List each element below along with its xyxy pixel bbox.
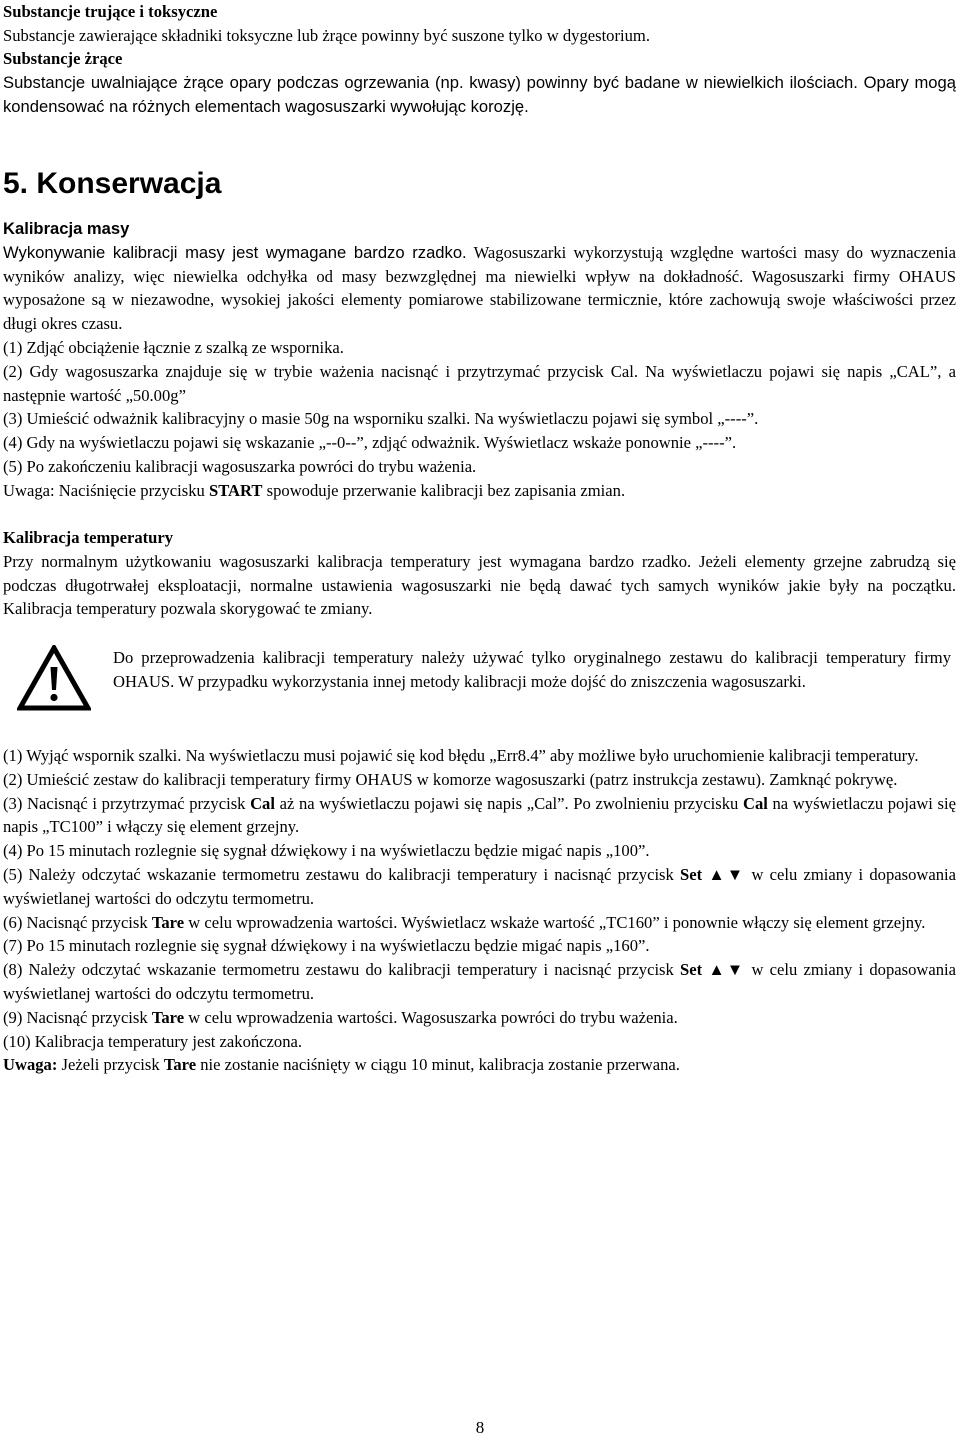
mass-step-5: (5) Po zakończeniu kalibracji wagosuszarka powróci do trybu ważenia.	[3, 456, 477, 476]
temp-step-3: (3) Nacisnąć i przytrzymać przycisk Cal aż na wyświetlaczu pojawi się napis „Cal”. Po zwolnieniu przycisku Cal na wyświetlaczu pojawi się napis „TC100” i włączy się element grzejny.	[3, 793, 956, 837]
note-label: Uwaga:	[3, 1055, 58, 1075]
mass-intro-a: Wykonywanie kalibracji masy jest wymagane bardzo rzadko.	[3, 242, 467, 262]
cal-key: Cal	[742, 793, 768, 813]
page-number: 8	[475, 1418, 485, 1437]
warning-triangle-icon	[17, 645, 91, 711]
temp-step-9: (9) Nacisnąć przycisk Tare w celu wprowadzenia wartości. Wagosuszarka powróci do trybu ważenia.	[3, 1007, 678, 1027]
temp-step-5: (5) Należy odczytać wskazanie termometru zestawu do kalibracji temperatury i nacisnąć przycisk Set ▲▼ w celu zmiany i dopasowania wyświetlanej wartości do odczytu termometru.	[3, 864, 956, 908]
temp-note: Uwaga: Jeżeli przycisk Tare nie zostanie naciśnięty w ciągu 10 minut, kalibracja zostanie przerwana.	[3, 1055, 680, 1075]
chapter-title: 5. Konserwacja	[3, 167, 222, 200]
temp-intro: Przy normalnym użytkowaniu wagosuszarki kalibracja temperatury jest wymagana bardzo rzadko. Jeżeli elementy grzejne zabrudzą się podczas długotrwałej eksploatacji, normalne ustawienia wagosuszarki nie będą dawać tych samych wyników jakie były na początku. Kalibracja temperatury pozwala skorygować te zmiany.	[3, 551, 956, 619]
mass-step-3: (3) Umieścić odważnik kalibracyjny o masie 50g na wsporniku szalki. Na wyświetlaczu pojawi się symbol „----”.	[3, 409, 759, 429]
set-arrows-key: Set ▲▼	[680, 864, 746, 884]
section-corrosive	[3, 47, 956, 118]
temp-step-6: (6) Nacisnąć przycisk Tare w celu wprowadzenia wartości. Wyświetlacz wskaże wartość „TC160” i ponownie włączy się element grzejny.	[3, 912, 926, 932]
corrosive-heading: Substancje żrące	[3, 49, 123, 68]
mass-intro-b: Wagosuszarki wykorzystują względne wartości masy do wyznaczenia wyników analizy, więc niewielka odchyłka od masy bezwzględnej ma niewielki wpływ na dokładność. Wagosuszarki firmy OHAUS wyposażone są w niezawodne, wysokiej jakości elementy pomiarowe stabilizowane termicznie, które zachowują swoje właściwości przez długi okres czasu.	[3, 242, 956, 334]
tare-key: Tare	[151, 1007, 185, 1027]
mass-step-2: (2) Gdy wagosuszarka znajduje się w trybie ważenia nacisnąć i przytrzymać przycisk Cal. Na wyświetlaczu pojawi się napis „CAL”, a następnie wartość „50.00g”	[3, 361, 956, 405]
section-toxic	[3, 0, 956, 48]
toxic-text: Substancje zawierające składniki toksyczne lub żrące powinny być suszone tylko w dygestorium.	[3, 25, 650, 45]
temp-step-10: (10) Kalibracja temperatury jest zakończona.	[3, 1031, 303, 1051]
mass-note: Uwaga: Naciśnięcie przycisku START spowoduje przerwanie kalibracji bez zapisania zmian.	[3, 480, 626, 500]
set-arrows-key: Set ▲▼	[680, 960, 746, 980]
section-mass-calibration	[3, 217, 956, 503]
mass-intro	[3, 241, 956, 336]
tare-key: Tare	[151, 912, 185, 932]
cal-key: Cal	[250, 793, 275, 813]
tare-key: Tare	[163, 1055, 197, 1075]
temp-step-4: (4) Po 15 minutach rozlegnie się sygnał dźwiękowy i na wyświetlaczu będzie migać napis „100”.	[3, 841, 650, 861]
temp-step-1: (1) Wyjąć wspornik szalki. Na wyświetlaczu musi pojawić się kod błędu „Err8.4” aby możliwe było uruchomienie kalibracji temperatury.	[3, 746, 919, 765]
temp-step-7: (7) Po 15 minutach rozlegnie się sygnał dźwiękowy i na wyświetlaczu będzie migać napis „160”.	[3, 936, 650, 956]
temp-heading: Kalibracja temperatury	[3, 528, 174, 547]
temp-step-2: (2) Umieścić zestaw do kalibracji temperatury firmy OHAUS w komorze wagosuszarki (patrz instrukcja zestawu). Zamknąć pokrywę.	[3, 769, 898, 789]
temp-step-8: (8) Należy odczytać wskazanie termometru zestawu do kalibracji temperatury i nacisnąć przycisk Set ▲▼ w celu zmiany i dopasowania wyświetlanej wartości do odczytu termometru.	[3, 960, 956, 1003]
mass-heading: Kalibracja masy	[3, 219, 130, 238]
section-temperature-calibration	[3, 526, 956, 621]
temp-steps	[3, 744, 956, 1077]
start-key: START	[208, 480, 263, 500]
corrosive-text: Substancje uwalniające żrące opary podczas ogrzewania (np. kwasy) powinny być badane w niewielkich ilościach. Opary mogą kondensować na różnych elementach wagosuszarki wywołując korozję.	[3, 72, 956, 116]
warning-text: Do przeprowadzenia kalibracji temperatury należy używać tylko oryginalnego zestawu do kalibracji temperatury firmy OHAUS. W przypadku wykorzystania innej metody kalibracji może dojść do zniszczenia wagosuszarki.	[113, 648, 951, 691]
toxic-heading: Substancje trujące i toksyczne	[3, 2, 218, 21]
mass-step-4: (4) Gdy na wyświetlaczu pojawi się wskazanie „--0--”, zdjąć odważnik. Wyświetlacz wskaże ponownie „----”.	[3, 433, 737, 453]
mass-step-1: (1) Zdjąć obciążenie łącznie z szalką ze wspornika.	[3, 337, 344, 357]
